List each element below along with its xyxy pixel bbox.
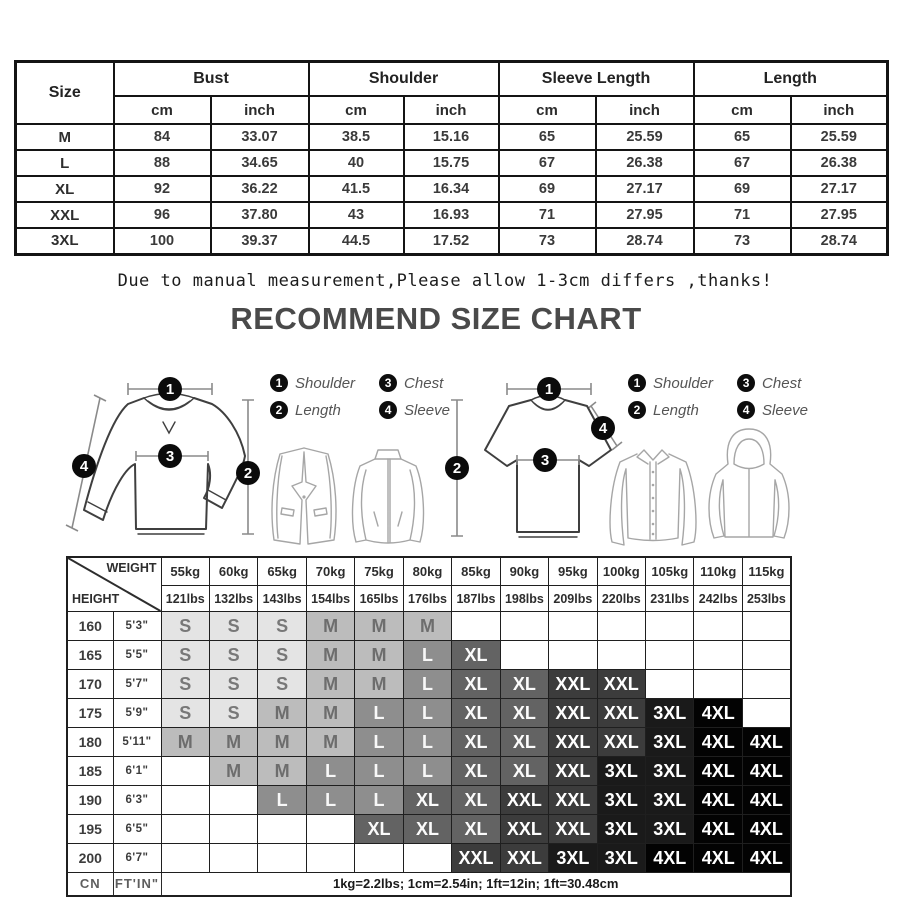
height-cm-cell: 175 [67, 699, 113, 728]
size-cell-m: M [306, 612, 354, 641]
shoulder-mark-badge [158, 377, 182, 401]
size-label-cell: L [16, 150, 114, 176]
size-cell-xxl: XXL [549, 815, 597, 844]
legend-item-sleeve [737, 401, 808, 419]
empty-size-cell [258, 815, 306, 844]
weight-kg-header: 60kg [209, 557, 257, 586]
cn-unit-cell: CN [67, 873, 113, 896]
measurement-value-cell: 88 [114, 150, 211, 176]
matrix-row [67, 699, 791, 728]
svg-text:4: 4 [79, 458, 89, 475]
hoodie-sketch [704, 424, 794, 549]
size-cell-xl: XL [452, 786, 500, 815]
size-cell-4xl: 4XL [694, 815, 742, 844]
unit-header: cm [114, 96, 211, 124]
size-cell-4xl: 4XL [694, 844, 742, 873]
size-cell-4xl: 4XL [646, 844, 694, 873]
measurement-value-cell: 36.22 [211, 176, 309, 202]
number-badge: 2 [628, 401, 646, 419]
size-cell-xxl: XXL [549, 757, 597, 786]
measurement-value-cell: 41.5 [309, 176, 404, 202]
legend-label: Chest [762, 374, 802, 392]
unit-header: inch [211, 96, 309, 124]
weight-kg-header: 105kg [646, 557, 694, 586]
size-spec-row [16, 228, 888, 254]
empty-size-cell [209, 815, 257, 844]
empty-size-cell [742, 641, 790, 670]
ftin-unit-cell: FT'IN" [113, 873, 161, 896]
measurement-value-cell: 38.5 [309, 124, 404, 150]
measurement-value-cell: 28.74 [596, 228, 694, 254]
weight-lbs-header: 187lbs [452, 586, 500, 612]
size-cell-xxl: XXL [597, 670, 645, 699]
size-cell-xxl: XXL [452, 844, 500, 873]
weight-kg-header-row [67, 557, 791, 586]
legend-item-shoulder [628, 374, 713, 392]
size-cell-m: M [306, 728, 354, 757]
empty-size-cell [403, 844, 451, 873]
size-cell-xxl: XXL [500, 844, 548, 873]
measurement-value-cell: 69 [499, 176, 596, 202]
size-cell-m: M [161, 728, 209, 757]
legend-label: Sleeve [404, 401, 450, 419]
zip-jacket-sketch [348, 444, 428, 549]
size-cell-3xl: 3XL [597, 786, 645, 815]
matrix-row [67, 641, 791, 670]
legend-label: Sleeve [762, 401, 808, 419]
size-cell-xl: XL [355, 815, 403, 844]
empty-size-cell [646, 641, 694, 670]
height-ftin-cell: 6'7" [113, 844, 161, 873]
legend-item-length [270, 401, 355, 419]
weight-kg-header: 95kg [549, 557, 597, 586]
height-cm-cell: 185 [67, 757, 113, 786]
size-cell-s: S [258, 670, 306, 699]
measurement-value-cell: 43 [309, 202, 404, 228]
matrix-row [67, 670, 791, 699]
weight-lbs-header: 209lbs [549, 586, 597, 612]
measurement-value-cell: 73 [499, 228, 596, 254]
empty-size-cell [306, 815, 354, 844]
size-cell-xxl: XXL [597, 728, 645, 757]
size-cell-4xl: 4XL [742, 786, 790, 815]
measurement-value-cell: 33.07 [211, 124, 309, 150]
measurement-value-cell: 25.59 [791, 124, 888, 150]
measurement-value-cell: 26.38 [596, 150, 694, 176]
size-cell-xl: XL [500, 699, 548, 728]
size-spec-row [16, 124, 888, 150]
number-badge: 4 [737, 401, 755, 419]
size-cell-m: M [306, 670, 354, 699]
size-cell-xxl: XXL [549, 670, 597, 699]
column-group-header-bust: Bust [114, 62, 309, 97]
size-label-cell: M [16, 124, 114, 150]
empty-size-cell [500, 612, 548, 641]
size-cell-4xl: 4XL [694, 757, 742, 786]
chest-mark-badge [158, 444, 182, 468]
column-group-header-sleeve-length: Sleeve Length [499, 62, 694, 97]
size-spec-row [16, 150, 888, 176]
size-cell-3xl: 3XL [597, 757, 645, 786]
size-cell-xxl: XXL [500, 786, 548, 815]
empty-size-cell [694, 641, 742, 670]
empty-size-cell [452, 612, 500, 641]
unit-header: inch [791, 96, 888, 124]
height-ftin-cell: 6'1" [113, 757, 161, 786]
size-cell-4xl: 4XL [694, 699, 742, 728]
size-cell-l: L [306, 757, 354, 786]
svg-text:2: 2 [452, 460, 462, 477]
size-cell-4xl: 4XL [742, 728, 790, 757]
measurement-value-cell: 16.34 [404, 176, 499, 202]
empty-size-cell [161, 757, 209, 786]
size-cell-l: L [403, 699, 451, 728]
size-cell-m: M [209, 757, 257, 786]
legend-item-chest [379, 374, 450, 392]
measurement-value-cell: 67 [694, 150, 791, 176]
legend-label: Chest [404, 374, 444, 392]
size-cell-3xl: 3XL [646, 699, 694, 728]
size-cell-l: L [403, 641, 451, 670]
weight-kg-header: 65kg [258, 557, 306, 586]
measurement-value-cell: 84 [114, 124, 211, 150]
empty-size-cell [306, 844, 354, 873]
number-badge: 1 [270, 374, 288, 392]
weight-lbs-header: 253lbs [742, 586, 790, 612]
size-cell-xl: XL [452, 728, 500, 757]
button-shirt-sketch [606, 442, 701, 552]
measurement-legend-left [270, 374, 450, 419]
empty-size-cell [742, 612, 790, 641]
measurement-value-cell: 28.74 [791, 228, 888, 254]
size-cell-l: L [355, 728, 403, 757]
weight-lbs-header: 176lbs [403, 586, 451, 612]
height-cm-cell: 180 [67, 728, 113, 757]
legend-item-chest [737, 374, 808, 392]
height-ftin-cell: 5'11" [113, 728, 161, 757]
size-cell-xxl: XXL [549, 728, 597, 757]
empty-size-cell [597, 612, 645, 641]
weight-height-corner-cell [67, 557, 161, 612]
size-cell-m: M [209, 728, 257, 757]
svg-text:2: 2 [243, 465, 253, 482]
measurement-value-cell: 15.16 [404, 124, 499, 150]
weight-lbs-header: 242lbs [694, 586, 742, 612]
chest-mark-badge [533, 448, 557, 472]
empty-size-cell [742, 670, 790, 699]
matrix-row [67, 728, 791, 757]
size-cell-3xl: 3XL [646, 757, 694, 786]
height-ftin-cell: 5'9" [113, 699, 161, 728]
size-cell-m: M [355, 612, 403, 641]
size-cell-s: S [161, 612, 209, 641]
measurement-value-cell: 69 [694, 176, 791, 202]
legend-label: Length [295, 401, 341, 419]
measurement-value-cell: 37.80 [211, 202, 309, 228]
size-cell-xl: XL [452, 815, 500, 844]
height-ftin-cell: 5'7" [113, 670, 161, 699]
length-mark-badge [236, 461, 260, 485]
size-cell-xl: XL [403, 786, 451, 815]
size-cell-s: S [258, 641, 306, 670]
empty-size-cell [209, 844, 257, 873]
size-cell-m: M [258, 699, 306, 728]
empty-size-cell [209, 786, 257, 815]
size-cell-l: L [403, 670, 451, 699]
size-cell-s: S [161, 670, 209, 699]
unit-header: inch [596, 96, 694, 124]
number-badge: 2 [270, 401, 288, 419]
empty-size-cell [161, 786, 209, 815]
empty-size-cell [646, 612, 694, 641]
measurement-value-cell: 65 [499, 124, 596, 150]
size-cell-m: M [258, 728, 306, 757]
size-cell-xl: XL [500, 670, 548, 699]
weight-kg-header: 115kg [742, 557, 790, 586]
legend-label: Shoulder [653, 374, 714, 392]
measurement-value-cell: 100 [114, 228, 211, 254]
weight-lbs-header: 154lbs [306, 586, 354, 612]
height-ftin-cell: 6'3" [113, 786, 161, 815]
size-cell-l: L [355, 786, 403, 815]
size-cell-s: S [209, 670, 257, 699]
size-cell-3xl: 3XL [597, 815, 645, 844]
svg-text:1: 1 [165, 381, 175, 398]
measurement-value-cell: 27.17 [596, 176, 694, 202]
sleeve-mark-badge [591, 416, 615, 440]
size-cell-4xl: 4XL [694, 728, 742, 757]
size-cell-s: S [258, 612, 306, 641]
measurement-value-cell: 65 [694, 124, 791, 150]
weight-label: WEIGHT [106, 561, 157, 575]
length-mark-badge [445, 456, 469, 480]
size-spec-row [16, 176, 888, 202]
size-cell-4xl: 4XL [694, 786, 742, 815]
size-label-cell: 3XL [16, 228, 114, 254]
empty-size-cell [694, 612, 742, 641]
shoulder-mark-badge [537, 377, 561, 401]
empty-size-cell [258, 844, 306, 873]
measurement-value-cell: 17.52 [404, 228, 499, 254]
conversion-note: 1kg=2.2lbs; 1cm=2.54in; 1ft=12in; 1ft=30.48cm [161, 873, 791, 896]
column-group-header-shoulder: Shoulder [309, 62, 499, 97]
height-cm-cell: 190 [67, 786, 113, 815]
size-cell-3xl: 3XL [597, 844, 645, 873]
size-cell-l: L [403, 728, 451, 757]
size-cell-s: S [209, 641, 257, 670]
empty-size-cell [549, 641, 597, 670]
measurement-table [14, 60, 889, 256]
svg-text:4: 4 [598, 420, 608, 437]
svg-text:3: 3 [540, 452, 550, 469]
weight-kg-header: 90kg [500, 557, 548, 586]
size-cell-m: M [306, 641, 354, 670]
size-cell-s: S [161, 641, 209, 670]
size-cell-xl: XL [452, 757, 500, 786]
height-cm-cell: 160 [67, 612, 113, 641]
number-badge: 3 [737, 374, 755, 392]
size-cell-4xl: 4XL [742, 815, 790, 844]
legend-label: Length [653, 401, 699, 419]
size-cell-s: S [209, 612, 257, 641]
measurement-value-cell: 27.95 [791, 202, 888, 228]
size-cell-l: L [355, 699, 403, 728]
size-cell-l: L [403, 757, 451, 786]
unit-header: cm [694, 96, 791, 124]
size-cell-xxl: XXL [549, 699, 597, 728]
unit-header: cm [309, 96, 404, 124]
size-cell-xxl: XXL [549, 786, 597, 815]
group-header-row [16, 62, 888, 97]
measurement-value-cell: 73 [694, 228, 791, 254]
weight-kg-header: 55kg [161, 557, 209, 586]
height-label: HEIGHT [72, 592, 120, 606]
measurement-value-cell: 92 [114, 176, 211, 202]
measurement-note: Due to manual measurement,Please allow 1-3cm differs ,thanks! [117, 271, 773, 291]
measurement-value-cell: 39.37 [211, 228, 309, 254]
matrix-row [67, 786, 791, 815]
legend-item-sleeve [379, 401, 450, 419]
size-cell-m: M [403, 612, 451, 641]
size-cell-xl: XL [500, 757, 548, 786]
size-cell-xxl: XXL [597, 699, 645, 728]
size-cell-xl: XL [500, 728, 548, 757]
measurement-value-cell: 71 [499, 202, 596, 228]
weight-kg-header: 110kg [694, 557, 742, 586]
weight-lbs-header: 165lbs [355, 586, 403, 612]
measurement-value-cell: 27.95 [596, 202, 694, 228]
matrix-row [67, 844, 791, 873]
weight-lbs-header: 220lbs [597, 586, 645, 612]
empty-size-cell [161, 844, 209, 873]
height-cm-cell: 195 [67, 815, 113, 844]
measurement-value-cell: 71 [694, 202, 791, 228]
height-ftin-cell: 5'5" [113, 641, 161, 670]
legend-item-length [628, 401, 713, 419]
empty-size-cell [355, 844, 403, 873]
weight-kg-header: 85kg [452, 557, 500, 586]
measurement-value-cell: 16.93 [404, 202, 499, 228]
empty-size-cell [646, 670, 694, 699]
matrix-row [67, 757, 791, 786]
measurement-value-cell: 25.59 [596, 124, 694, 150]
measurement-value-cell: 44.5 [309, 228, 404, 254]
unit-header: cm [499, 96, 596, 124]
recommend-size-matrix [66, 556, 792, 897]
size-cell-m: M [306, 699, 354, 728]
svg-text:3: 3 [165, 448, 175, 465]
unit-header-row [16, 96, 888, 124]
empty-size-cell [742, 699, 790, 728]
height-cm-cell: 165 [67, 641, 113, 670]
height-ftin-cell: 6'5" [113, 815, 161, 844]
measurement-value-cell: 27.17 [791, 176, 888, 202]
size-cell-xl: XL [452, 641, 500, 670]
column-group-header-length: Length [694, 62, 888, 97]
recommend-size-chart-title: RECOMMEND SIZE CHART [230, 301, 642, 336]
size-cell-4xl: 4XL [742, 844, 790, 873]
size-corner-header: Size [16, 62, 114, 125]
size-cell-m: M [355, 670, 403, 699]
size-cell-m: M [355, 641, 403, 670]
size-cell-xl: XL [452, 670, 500, 699]
height-ftin-cell: 5'3" [113, 612, 161, 641]
size-cell-4xl: 4XL [742, 757, 790, 786]
number-badge: 4 [379, 401, 397, 419]
sleeve-mark-badge [72, 454, 96, 478]
size-cell-3xl: 3XL [549, 844, 597, 873]
number-badge: 3 [379, 374, 397, 392]
legend-label: Shoulder [295, 374, 356, 392]
weight-kg-header: 80kg [403, 557, 451, 586]
measurement-value-cell: 26.38 [791, 150, 888, 176]
size-cell-s: S [209, 699, 257, 728]
size-cell-l: L [355, 757, 403, 786]
empty-size-cell [500, 641, 548, 670]
height-cm-cell: 200 [67, 844, 113, 873]
legend-item-shoulder [270, 374, 355, 392]
size-cell-xxl: XXL [500, 815, 548, 844]
measurement-value-cell: 67 [499, 150, 596, 176]
size-cell-3xl: 3XL [646, 786, 694, 815]
measurement-value-cell: 15.75 [404, 150, 499, 176]
unit-header: inch [404, 96, 499, 124]
weight-kg-header: 100kg [597, 557, 645, 586]
matrix-row [67, 815, 791, 844]
measurement-legend-right [628, 374, 808, 419]
height-cm-cell: 170 [67, 670, 113, 699]
size-cell-xl: XL [403, 815, 451, 844]
svg-text:1: 1 [544, 381, 554, 398]
empty-size-cell [597, 641, 645, 670]
size-cell-l: L [258, 786, 306, 815]
weight-lbs-header: 231lbs [646, 586, 694, 612]
empty-size-cell [161, 815, 209, 844]
weight-lbs-header: 132lbs [209, 586, 257, 612]
empty-size-cell [549, 612, 597, 641]
weight-lbs-header: 198lbs [500, 586, 548, 612]
size-cell-3xl: 3XL [646, 815, 694, 844]
blazer-sketch [264, 440, 344, 550]
weight-kg-header: 75kg [355, 557, 403, 586]
number-badge: 1 [628, 374, 646, 392]
empty-size-cell [694, 670, 742, 699]
measurement-value-cell: 34.65 [211, 150, 309, 176]
matrix-row [67, 612, 791, 641]
size-cell-xl: XL [452, 699, 500, 728]
matrix-footer-row [67, 873, 791, 896]
size-label-cell: XL [16, 176, 114, 202]
weight-lbs-header: 143lbs [258, 586, 306, 612]
size-cell-l: L [306, 786, 354, 815]
long-sleeve-shirt-diagram [58, 376, 263, 551]
weight-kg-header: 70kg [306, 557, 354, 586]
size-spec-row [16, 202, 888, 228]
weight-lbs-header-row [67, 586, 791, 612]
measurement-value-cell: 40 [309, 150, 404, 176]
weight-lbs-header: 121lbs [161, 586, 209, 612]
size-cell-m: M [258, 757, 306, 786]
size-cell-3xl: 3XL [646, 728, 694, 757]
size-label-cell: XXL [16, 202, 114, 228]
size-cell-s: S [161, 699, 209, 728]
measurement-value-cell: 96 [114, 202, 211, 228]
